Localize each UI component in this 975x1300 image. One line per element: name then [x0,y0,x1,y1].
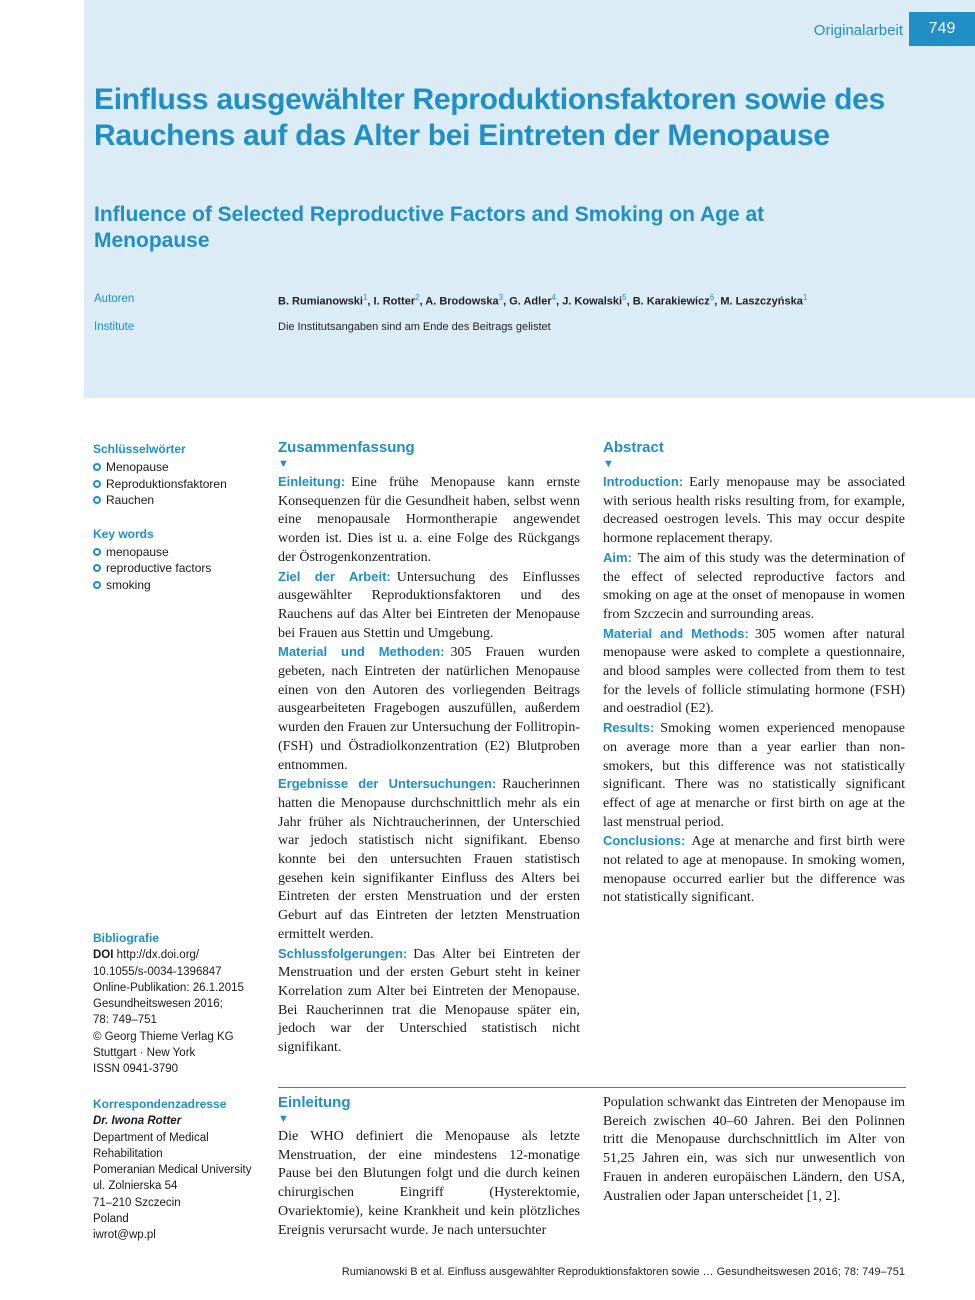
keywords-de-heading: Schlüsselwörter [93,442,186,456]
author-affiliation: 6 [709,293,715,302]
arrow-down-icon: ▼ [603,458,614,470]
abs-paragraph: Conclusions: Age at menarche and first birth were not related to age at menopause. In smoking women, menopause occurred earlier but the difference was not statistically significant. [603,833,905,906]
issn: ISSN 0941-3790 [93,1063,179,1076]
publisher-place: Stuttgart · New York [93,1047,196,1060]
bullet-icon [93,480,101,488]
bullet-icon [93,496,101,504]
online-publication: Online-Publikation: 26.1.2015 [93,981,244,994]
keyword-item: Reproduktionsfaktoren [93,476,263,493]
author-affiliation: 4 [551,293,557,302]
address-line: ul. Zolnierska 54 [93,1180,178,1193]
doi-line: DOI http://dx.doi.org/ [93,949,200,962]
title-german: Einfluss ausgewählter Reproduktionsfaktoren sowie des Rauchens auf das Alter bei Eintreten der Menopause [94,83,885,152]
author-name: B. Karakiewicz [632,295,710,308]
zus-paragraph: Einleitung: Eine frühe Menopause kann ernste Konsequenzen für die Gesundheit haben, selbst wenn eine menopausale Hormontherapie angewendet worden ist. Dies ist u. a. eine Folge des Rückgangs der Östrogenkonzentration. [278,474,580,565]
author-name: A. Brodowska [425,295,499,308]
abstract-heading: Abstract [603,439,664,456]
keyword-item: reproductive factors [93,560,263,577]
author-affiliation: 1 [362,293,368,302]
address-line: Pomeranian Medical University [93,1164,252,1177]
header-band [84,0,975,398]
address-line: Poland [93,1213,129,1226]
authors-list: B. Rumianowski$^1$, I. Rotter$^2$, A. Brodowska$^3$, G. Adler$^4$, J. Kowalski$^5$, B. Karakiewicz$^6$, M. Laszczyńska$^1$ [278,293,808,308]
arrow-down-icon: ▼ [278,1113,289,1125]
einleitung-text-1: Die WHO definiert die Menopause als letzte Menstruation, der eine mindestens 12-monatige Pause bei den Blutungen folgt und die durch keinen chirurgischen Eingriff (Hysterektomie, Ovariektomie), keine Krankheit und kein plötzliches Ereignis verursacht wurde. Je nach untersuchter [278,1129,580,1238]
address-line: Department of Medical [93,1131,209,1144]
correspondence-name: Dr. Iwona Rotter [93,1115,182,1128]
zus-paragraph: Ergebnisse der Untersuchungen: Raucherinnen hatten die Menopause durchschnittlich mehr als ein Jahr früher als Nichtraucherinnen, der Unterschied war jedoch statistisch nicht signifikant. Ebenso konnte bei den untersuchten Frauen statistisch gesehen kein signifikanter Einfluss des Alters bei Eintreten der ersten Menstruation und der ersten Geburt auf das Eintreten der letzten Menstruation ermittelt werden. [278,776,580,942]
author-name: M. Laszczyńska [720,295,803,308]
abs-paragraph: Results: Smoking women experienced menopause on average more than a year earlier than non-smokers, but this difference was not statistically significant. There was no statistically significant effect of age at menarche or first birth on age at the last menstrual period. [603,720,905,830]
author-affiliation: 1 [802,293,808,302]
page-number: 749 [909,12,975,46]
zusammenfassung-column [278,439,580,1058]
bibliography-heading: Bibliografie [93,931,160,945]
correspondence-box [93,1096,268,1244]
zus-paragraph: Schlussfolgerungen: Das Alter bei Eintreten der Menstruation und der ersten Geburt steht in keiner Korrelation zum Alter bei Eintreten der Menopause. Bei Raucherinnen trat die Menopause später ein, jedoch war der Unterschied statistisch nicht signifikant. [278,945,580,1056]
bullet-icon [93,564,101,572]
journal-line: Gesundheitswesen 2016; [93,998,223,1011]
arrow-down-icon: ▼ [278,458,289,470]
author-name: I. Rotter [373,295,416,308]
institute-label: Institute [94,321,135,333]
author-name: G. Adler [509,295,552,308]
footer-citation: Rumianowski B et al. Einfluss ausgewählter Reproduktionsfaktoren sowie … Gesundheitswesen 2016; 78: 749–751 [341,1266,905,1278]
keyword-item: Menopause [93,459,263,476]
author-name: J. Kowalski [562,295,623,308]
doi-link[interactable]: http://dx.doi.org/ [116,949,200,962]
keyword-item: menopause [93,544,263,561]
institute-text: Die Institutsangaben sind am Ende des Beitrags gelistet [278,321,551,333]
keyword-item: smoking [93,577,263,594]
bullet-icon [93,463,101,471]
keywords-de-list [93,459,263,509]
author-affiliation: 5 [622,293,627,302]
publisher: © Georg Thieme Verlag KG [93,1030,234,1043]
zus-paragraph: Material und Methoden: 305 Frauen wurden gebeten, nach Eintreten der natürlichen Menopause einen von den Autoren des vorliegenden Beitrags ausgearbeiteten Fragebogen auszufüllen, außerdem wurden den Frauen zur Untersuchung der Follitropin- (FSH) und Östradiolkonzentration (E2) Blutproben entnommen. [278,644,580,773]
title-english: Influence of Selected Reproductive Factors and Smoking on Age at Menopause [94,203,765,252]
zusammenfassung-heading: Zusammenfassung [278,439,415,456]
author-affiliation: 3 [498,293,504,302]
keywords-sidebar [93,442,263,611]
author-name: B. Rumianowski [278,295,363,308]
einleitung-column-1 [278,1094,580,1240]
keywords-en-heading: Key words [93,526,154,541]
address-line: 71–210 Szczecin [93,1196,181,1209]
abs-paragraph: Material and Methods: 305 women after natural menopause were asked to complete a questionnaire, and blood samples were collected from them to test for the levels of follicle stimulating hormone (FSH) and oestradiol (E2). [603,625,905,717]
abs-paragraph: Aim: The aim of this study was the determination of the effect of selected reproductive factors and smoking on age at the onset of menopause in women from Szczecin and surrounding areas. [603,549,905,622]
journal-pages: 78: 749–751 [93,1014,157,1027]
einleitung-text-2: Population schwankt das Eintreten der Menopause im Bereich zwischen 40–60 Jahren. Bei den Polinnen tritt die Menopause durchschnittlich im Alter von 51,25 Jahren ein, was sich nur unwesentlich von Frauen in anderen europäischen Ländern, den USA, Australien oder Japan unterscheidet [1, 2]. [603,1095,905,1204]
einleitung-column-2 [603,1094,905,1206]
correspondence-heading: Korrespondenzadresse [93,1097,227,1111]
abs-paragraph: Introduction: Early menopause may be associated with serious health risks resulting from, for example, decreased oestrogen levels. This may occur despite hormone replacement therapy. [603,474,905,547]
einleitung-heading: Einleitung [278,1094,351,1111]
bullet-icon [93,548,101,556]
address-line: Rehabilitation [93,1147,163,1160]
zus-paragraph: Ziel der Arbeit: Untersuchung des Einflusses ausgewählter Reproduktionsfaktoren und des Rauchens auf das Alter bei Eintreten der Menopause bei Frauen aus Stettin und Umgebung. [278,568,580,641]
doi-line-2: 10.1055/s-0034-1396847 [93,965,222,978]
author-affiliation: 2 [415,293,420,302]
section-divider [278,1087,906,1088]
keywords-en-list [93,544,263,594]
bullet-icon [93,581,101,589]
authors-label: Autoren [94,293,135,305]
running-head: Originalarbeit [813,22,903,39]
bibliography-box [93,930,263,1078]
email-link[interactable]: iwrot@wp.pl [93,1229,156,1242]
abstract-column [603,439,905,908]
keyword-item: Rauchen [93,492,263,509]
